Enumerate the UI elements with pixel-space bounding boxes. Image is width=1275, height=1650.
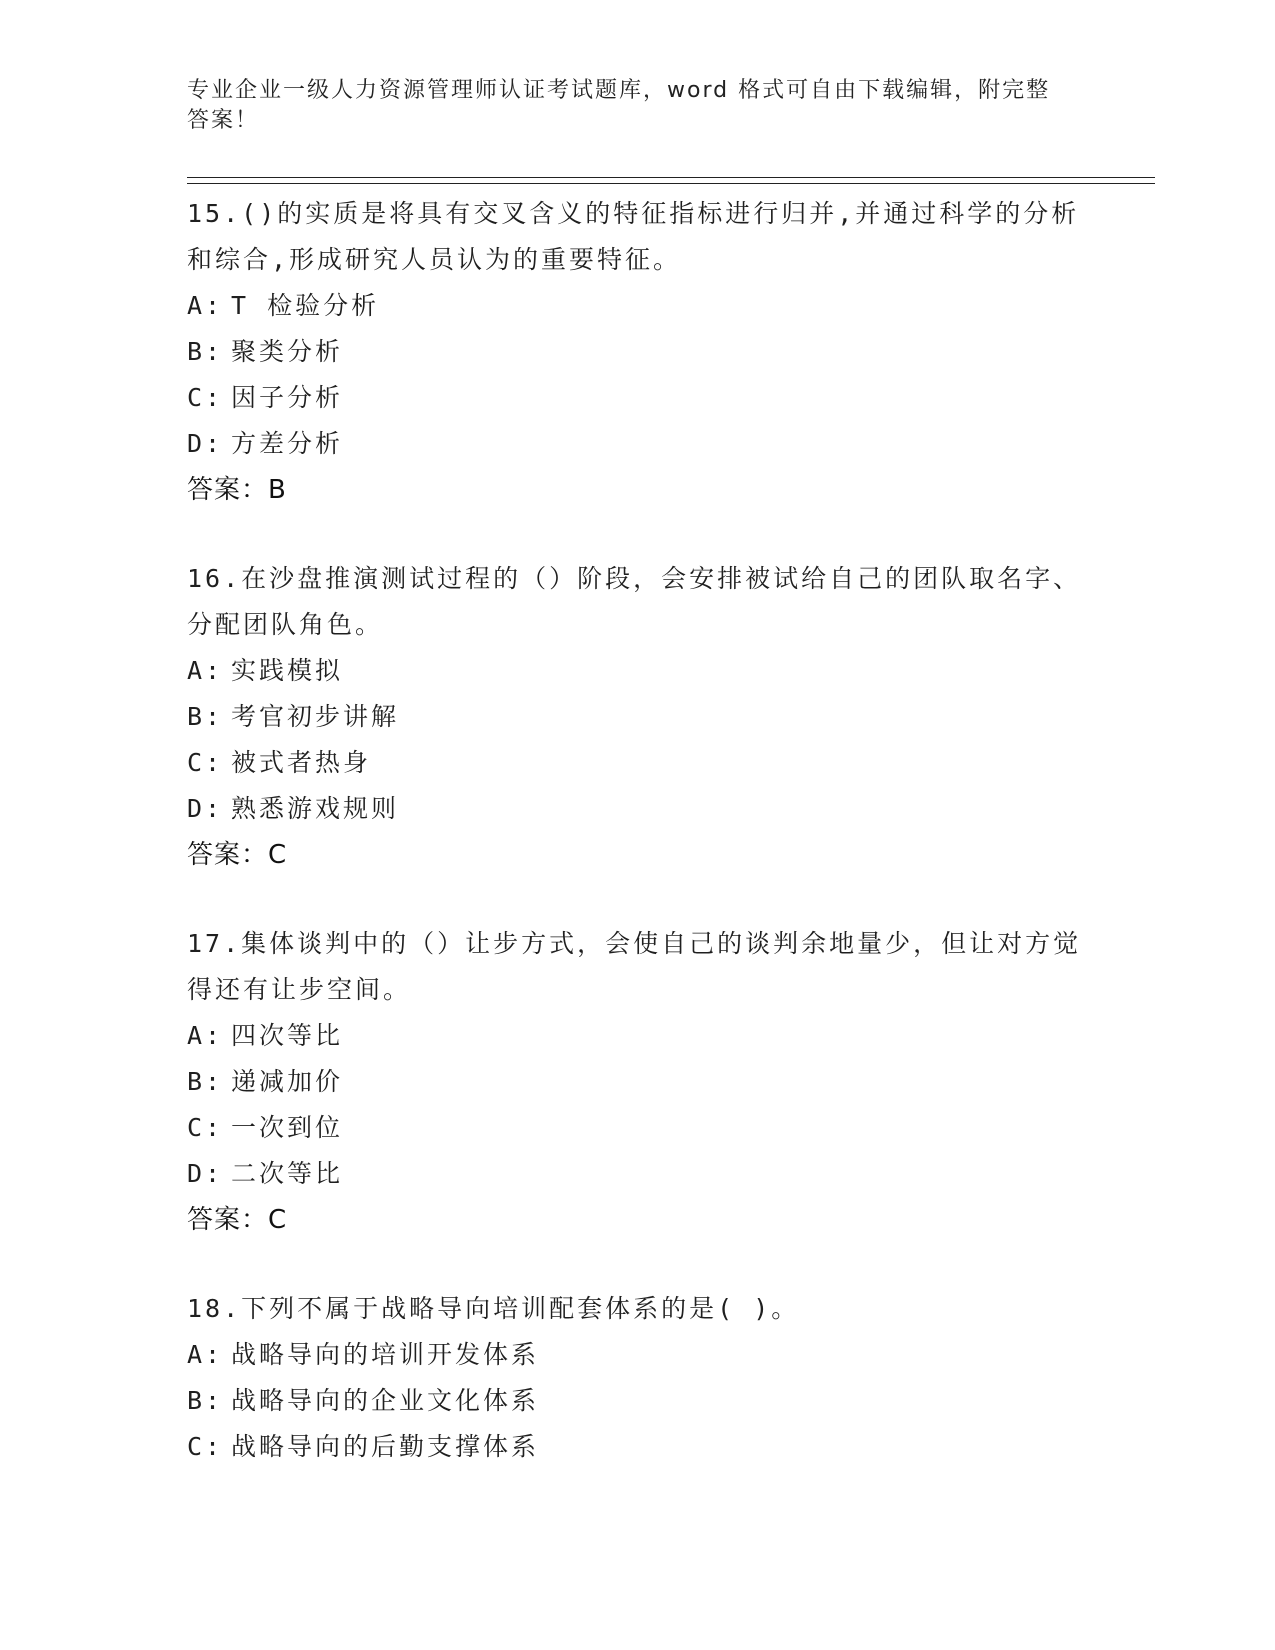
option-text: 战略导向的培训开发体系 [231,1340,540,1369]
option-text: 递减加价 [231,1067,344,1096]
option-b [187,1059,1087,1105]
option-c [187,1105,1087,1151]
option-letter: B: [187,1067,224,1096]
option-a [187,1332,1087,1378]
question-stem: 15.()的实质是将具有交叉含义的特征指标进行归并,并通过科学的分析和综合,形成研究人员认为的重要特征。 [187,199,1080,274]
option-text: 考官初步讲解 [231,702,400,731]
question-spacer [187,1243,1087,1286]
question-16 [187,556,1087,878]
question-stem: 16.在沙盘推演测试过程的（）阶段，会安排被试给自己的团队取名字、分配团队角色。 [187,564,1082,639]
answer-line: 答案：C [187,840,288,870]
option-text: 战略导向的企业文化体系 [231,1386,540,1415]
option-d [187,1151,1087,1197]
option-letter: A: [187,656,224,685]
option-b [187,694,1087,740]
question-17 [187,921,1087,1243]
option-letter: D: [187,1159,224,1188]
option-text: 一次到位 [231,1113,344,1142]
option-d [187,786,1087,832]
option-text: 被式者热身 [231,748,372,777]
option-letter: D: [187,429,224,458]
header-rule-top [187,177,1155,178]
question-stem: 18.下列不属于战略导向培训配套体系的是( )。 [187,1294,800,1323]
question-18 [187,1286,1087,1470]
option-text: 实践模拟 [231,656,344,685]
option-a [187,648,1087,694]
option-letter: C: [187,1113,224,1142]
question-spacer [187,878,1087,921]
option-c [187,740,1087,786]
option-letter: C: [187,383,224,412]
option-text: 因子分析 [231,383,344,412]
option-letter: C: [187,748,224,777]
question-list [187,191,1087,1470]
option-text: 二次等比 [231,1159,344,1188]
header-rule-bottom [187,183,1155,184]
answer-line: 答案：C [187,1205,288,1235]
option-b [187,1378,1087,1424]
question-15 [187,191,1087,513]
question-stem: 17.集体谈判中的（）让步方式，会使自己的谈判余地量少，但让对方觉得还有让步空间。 [187,929,1082,1004]
option-a [187,1013,1087,1059]
option-letter: C: [187,1432,224,1461]
option-text: 聚类分析 [231,337,344,366]
option-text: 四次等比 [231,1021,344,1050]
option-letter: A: [187,1340,224,1369]
option-text: T 检验分析 [231,291,380,320]
answer-line: 答案：B [187,475,287,505]
question-spacer [187,513,1087,556]
option-text: 战略导向的后勤支撑体系 [231,1432,540,1461]
option-letter: A: [187,291,224,320]
option-d [187,421,1087,467]
option-text: 熟悉游戏规则 [231,794,400,823]
option-letter: B: [187,702,224,731]
option-letter: A: [187,1021,224,1050]
option-c [187,1424,1087,1470]
option-b [187,329,1087,375]
option-letter: D: [187,794,224,823]
page-header: 专业企业一级人力资源管理师认证考试题库，word 格式可自由下载编辑，附完整答案！ [187,78,1051,133]
option-text: 方差分析 [231,429,344,458]
option-c [187,375,1087,421]
option-a [187,283,1087,329]
option-letter: B: [187,1386,224,1415]
option-letter: B: [187,337,224,366]
